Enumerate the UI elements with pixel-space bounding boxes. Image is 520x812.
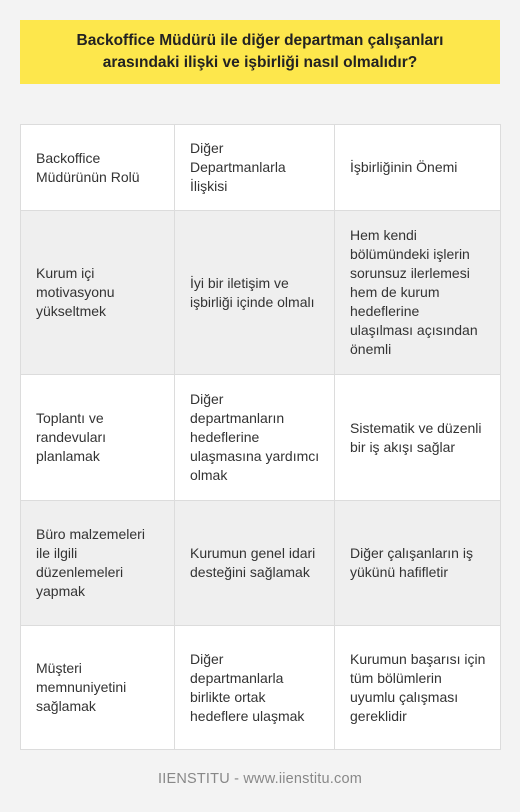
- table-header-row: [21, 125, 501, 211]
- table-cell: Diğer departmanların hedeflerine ulaşmasına yardımcı olmak: [175, 375, 335, 501]
- table-cell: Kurumun genel idari desteğini sağlamak: [175, 501, 335, 626]
- table-cell: Büro malzemeleri ile ilgili düzenlemeleri yapmak: [21, 501, 175, 626]
- comparison-table: [20, 124, 501, 750]
- table-cell: Hem kendi bölümündeki işlerin sorunsuz ilerlemesi hem de kurum hedeflerine ulaşılması açısından önemli: [335, 211, 501, 375]
- table-cell: Toplantı ve randevuları planlamak: [21, 375, 175, 501]
- table-cell: Diğer çalışanların iş yükünü hafifletir: [335, 501, 501, 626]
- table-row: [21, 211, 501, 375]
- footer-credit: IIENSTITU - www.iienstitu.com: [158, 771, 362, 787]
- table-cell: İyi bir iletişim ve işbirliği içinde olmalı: [175, 211, 335, 375]
- table-row: [21, 375, 501, 501]
- table-row: [21, 626, 501, 750]
- table-row: [21, 501, 501, 626]
- table-cell: Müşteri memnuniyetini sağlamak: [21, 626, 175, 750]
- table-cell: Sistematik ve düzenli bir iş akışı sağlar: [335, 375, 501, 501]
- header-cell-importance: İşbirliğinin Önemi: [335, 125, 501, 211]
- header-cell-relation: Diğer Departmanlarla İlişkisi: [175, 125, 335, 211]
- title-banner: [20, 20, 500, 84]
- table-cell: Kurum içi motivasyonu yükseltmek: [21, 211, 175, 375]
- table-cell: Kurumun başarısı için tüm bölümlerin uyumlu çalışması gereklidir: [335, 626, 501, 750]
- page-title: Backoffice Müdürü ile diğer departman çalışanları arasındaki ilişki ve işbirliği nasıl olmalıdır?: [76, 32, 444, 71]
- table-cell: Diğer departmanlarla birlikte ortak hedeflere ulaşmak: [175, 626, 335, 750]
- header-cell-role: Backoffice Müdürünün Rolü: [21, 125, 175, 211]
